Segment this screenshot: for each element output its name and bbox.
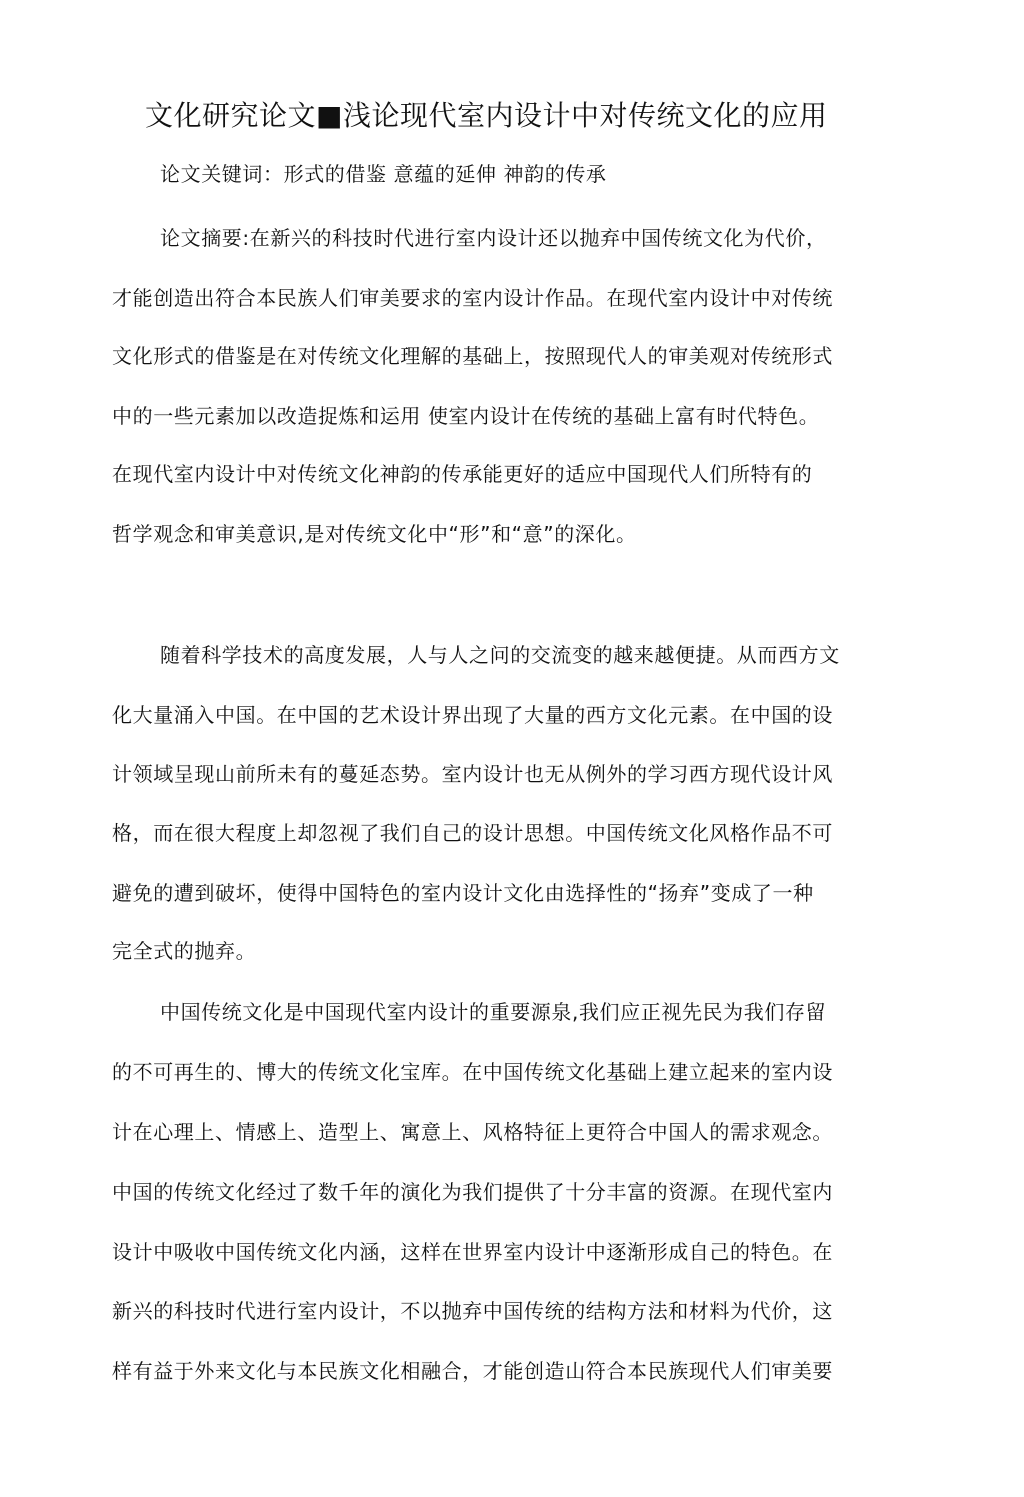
paragraph-line: 新兴的科技时代进行室内设计，不以抛弃中国传统的结构方法和材料为代价，这 (112, 1299, 833, 1323)
paragraph-line: 化大量涌入中国。在中国的艺术设计界出现了大量的西方文化元素。在中国的设 (112, 703, 833, 727)
abstract-line: 在现代室内设计中对传统文化神韵的传承能更好的适应中国现代人们所特有的 (112, 462, 813, 486)
keywords-line: 论文关键词：形式的借鉴 意蕴的延伸 神韵的传承 (160, 162, 607, 186)
paragraph-line: 计在心理上、情感上、造型上、寓意上、风格特征上更符合中国人的需求观念。 (112, 1120, 833, 1144)
abstract-line: 才能创造出符合本民族人们审美要求的室内设计作品。在现代室内设计中对传统 (112, 286, 833, 310)
paragraph-line: 格，而在很大程度上却忽视了我们自己的设计思想。中国传统文化风格作品不可 (112, 821, 833, 845)
abstract-line: 中的一些元素加以改造捉炼和运用 使室内设计在传统的基础上富有时代特色。 (112, 404, 820, 428)
paragraph-line: 的不可再生的、博大的传统文化宝库。在中国传统文化基础上建立起来的室内设 (112, 1060, 833, 1084)
paragraph-line: 中国的传统文化经过了数千年的演化为我们提供了十分丰富的资源。在现代室内 (112, 1180, 833, 1204)
paragraph-line: 计领域呈现山前所未有的蔓延态势。室内设计也无从例外的学习西方现代设计风 (112, 762, 833, 786)
paragraph-line: 中国传统文化是中国现代室内设计的重要源泉,我们应正视先民为我们存留 (160, 1000, 827, 1024)
paragraph-line: 样有益于外来文化与本民族文化相融合，才能创造山符合本民族现代人们审美要 (112, 1359, 833, 1383)
paragraph-line: 避免的遭到破坏，使得中国特色的室内设计文化由选择性的“扬弃”变成了一种 (112, 881, 814, 905)
paragraph-line: 设计中吸收中国传统文化内涵，这样在世界室内设计中逐渐形成自己的特色。在 (112, 1240, 833, 1264)
paragraph-line: 完全式的抛弃。 (112, 939, 257, 963)
abstract-line: 文化形式的借鉴是在对传统文化理解的基础上，按照现代人的审美观对传统形式 (112, 344, 833, 368)
paragraph-line: 随着科学技术的高度发展，人与人之问的交流变的越来越便捷。从而西方文 (160, 643, 840, 667)
abstract-line: 论文摘要:在新兴的科技时代进行室内设计还以抛弃中国传统文化为代价， (160, 226, 827, 250)
document-title: 文化研究论文■浅论现代室内设计中对传统文化的应用 (145, 99, 828, 132)
abstract-line: 哲学观念和审美意识,是对传统文化中“形”和“意”的深化。 (112, 522, 637, 546)
